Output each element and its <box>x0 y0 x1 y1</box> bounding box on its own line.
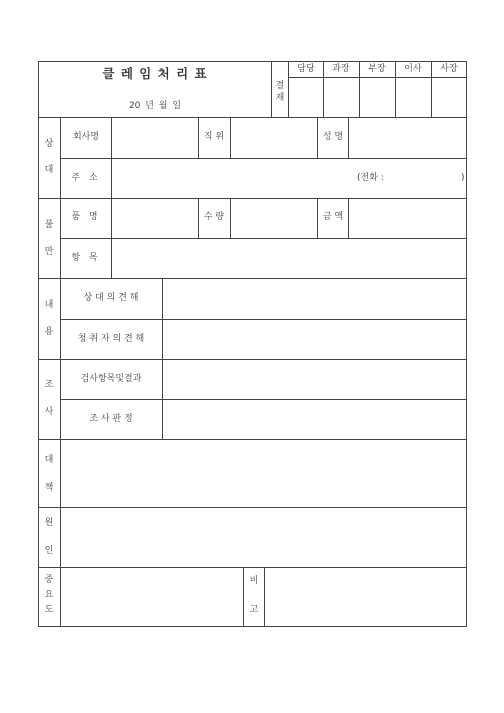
outer-right-border <box>466 61 467 627</box>
remarks-right-divider <box>264 567 265 627</box>
position-label: 직 위 <box>203 132 225 142</box>
complaint-section-char-1: 불 <box>44 220 54 230</box>
outer-top-border <box>38 61 467 62</box>
approver-director: 이사 <box>404 64 422 74</box>
investigation-section-char-1: 조 <box>44 380 54 390</box>
inspection-items-label: 검사항목및결과 <box>80 374 142 384</box>
party-col-3 <box>230 117 231 158</box>
complaint-label-col <box>111 198 112 278</box>
phone-close: ) <box>461 173 465 183</box>
measures-section-char-1: 대 <box>44 455 54 465</box>
complaint-row-divider <box>60 238 467 239</box>
importance-section-char-1: 중 <box>44 575 54 585</box>
approval-label-top: 결 <box>275 81 285 91</box>
party-section-char-1: 상 <box>44 139 54 149</box>
content-section-char-1: 내 <box>44 300 54 310</box>
investigation-bottom-line <box>38 439 467 440</box>
name-label: 성 명 <box>322 132 344 142</box>
address-label: 주 소 <box>71 173 101 183</box>
counterparty-opinion-label: 상 대 의 견 해 <box>83 293 139 303</box>
judgment-label: 조 사 판 정 <box>89 414 133 424</box>
remarks-left-divider <box>243 567 244 627</box>
approval-row-divider <box>288 77 466 78</box>
importance-section-char-2: 요 <box>44 590 54 600</box>
quantity-label: 수 량 <box>203 212 225 222</box>
approval-label-divider <box>288 61 289 118</box>
remarks-char-2: 고 <box>249 605 259 615</box>
party-row-divider <box>60 158 467 159</box>
complaint-col-3 <box>230 198 231 238</box>
header-bottom-line <box>38 117 467 118</box>
approval-col-1 <box>323 61 324 118</box>
cause-section-char-2: 인 <box>44 546 54 556</box>
approver-president: 사장 <box>440 64 458 74</box>
header-divider <box>271 61 272 118</box>
outer-left-border <box>38 61 39 627</box>
measures-section-char-2: 책 <box>44 483 54 493</box>
party-bottom-line <box>38 198 467 199</box>
party-col-4 <box>317 117 318 158</box>
complaint-col-2 <box>198 198 199 238</box>
approver-dept-head: 부장 <box>368 64 386 74</box>
approval-col-2 <box>359 61 360 118</box>
phone-label: (전화 : <box>357 173 384 183</box>
item-label: 항 목 <box>71 253 101 263</box>
approval-label-bottom: 재 <box>275 93 285 103</box>
complaint-col-5 <box>348 198 349 238</box>
date-line: 20 년 월 일 <box>128 101 182 111</box>
complaint-bottom-line <box>38 278 467 279</box>
label-column-divider-lower <box>60 439 61 627</box>
party-label-col <box>111 117 112 198</box>
content-bottom-line <box>38 359 467 360</box>
company-label: 회사명 <box>72 132 100 142</box>
party-section-char-2: 대 <box>44 165 54 175</box>
cause-section-char-1: 원 <box>44 518 54 528</box>
approver-staff: 담당 <box>297 64 315 74</box>
content-section-char-2: 용 <box>44 327 54 337</box>
remarks-char-1: 비 <box>249 576 259 586</box>
measures-bottom-line <box>38 507 467 508</box>
importance-section-char-3: 도 <box>44 605 54 615</box>
investigation-section-char-2: 사 <box>44 407 54 417</box>
complaint-section-char-2: 만 <box>44 247 54 257</box>
product-label: 품 명 <box>71 212 101 222</box>
complaint-col-4 <box>317 198 318 238</box>
content-row-divider <box>60 319 467 320</box>
outer-bottom-border <box>38 626 467 627</box>
party-col-5 <box>348 117 349 158</box>
requester-opinion-label: 청 취 자 의 견 해 <box>77 334 145 344</box>
cause-bottom-line <box>38 567 467 568</box>
approver-section-chief: 과장 <box>332 64 350 74</box>
form-title: 클 레 임 처 리 표 <box>102 66 208 81</box>
investigation-row-divider <box>60 399 467 400</box>
amount-label: 금 액 <box>322 212 344 222</box>
approval-col-3 <box>395 61 396 118</box>
party-col-2 <box>198 117 199 158</box>
approval-col-4 <box>431 61 432 118</box>
